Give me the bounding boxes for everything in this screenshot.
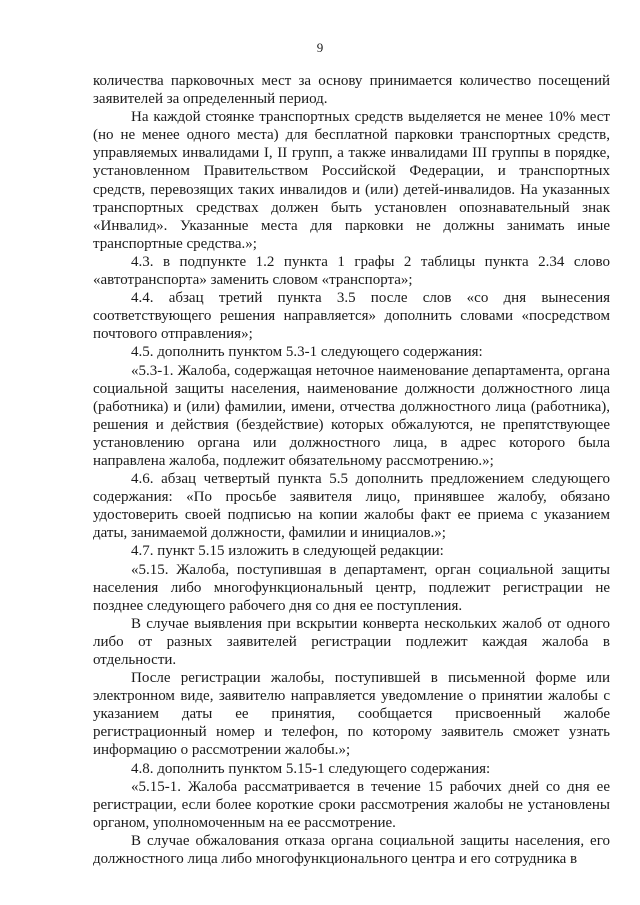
paragraph-5-15: «5.15. Жалоба, поступившая в департамент, орган социальной защиты населения либо многофункциональный центр, подлежит регистрации не позднее следующего рабочего дня со дня ее поступления. [93,561,610,614]
document-body [93,72,610,868]
paragraph-4-8: 4.8. дополнить пунктом 5.15-1 следующего содержания: [131,760,491,777]
paragraph-refusal-appeal: В случае обжалования отказа органа социальной защиты населения, его должностного лица либо многофункционального центра и его сотрудника в [93,832,610,868]
paragraph-4-7: 4.7. пункт 5.15 изложить в следующей редакции: [131,543,444,560]
page-number: 9 [316,40,324,55]
paragraph-disabled-parking: На каждой стоянке транспортных средств выделяется не менее 10% мест (но не менее одного места) для бесплатной парковки транспортных средств, управляемых инвалидами I, II групп, а также инвалидами III группы в порядке, установленном Правительством Российской Федерации, и транспортных средств, перевозящих таких инвалидов и (или) детей-инвалидов. На указанных транспортных средствах должен быть установлен опознавательный знак «Инвалид». Указанные места для парковки не должны занимать иные транспортные средства.»; [93,109,610,252]
paragraph-4-4: 4.4. абзац третий пункта 3.5 после слов «со дня вынесения соответствующего решения направляется» дополнить словами «посредством почтового отправления»; [93,290,610,343]
paragraph-4-5: 4.5. дополнить пунктом 5.3-1 следующего содержания: [131,344,483,361]
paragraph-4-3: 4.3. в подпункте 1.2 пункта 1 графы 2 таблицы пункта 2.34 слово «автотранспорта» заменить словом «транспорта»; [93,253,610,289]
paragraph-5-15-1: «5.15-1. Жалоба рассматривается в течение 15 рабочих дней со дня ее регистрации, если более короткие сроки рассмотрения жалобы не установлены органом, уполномоченным на ее рассмотрение. [93,778,610,831]
paragraph-4-6: 4.6. абзац четвертый пункта 5.5 дополнить предложением следующего содержания: «По просьбе заявителя лицо, принявшее жалобу, обязано удостоверить своей подписью на копии жалобы факт ее приема с указанием даты, занимаемой должности, фамилии и инициалов.»; [93,471,610,542]
paragraph-5-3-1: «5.3-1. Жалоба, содержащая неточное наименование департамента, органа социальной защиты населения, наименование должности должностного лица (работника) и (или) фамилии, имени, отчества должностного лица (работника), решения и действия (бездействие) которых обжалуются, не препятствующее установлению органа или должностного лица, в адрес которого была направлена жалоба, подлежит обязательному рассмотрению.»; [93,362,610,469]
paragraph-multiple-complaints: В случае выявления при вскрытии конверта нескольких жалоб от одного либо от разных заявителей регистрации подлежит каждая жалоба в отдельности. [93,615,610,668]
paragraph-parking-continuation: количества парковочных мест за основу принимается количество посещений заявителей за определенный период. [93,73,610,108]
paragraph-registration-notice: После регистрации жалобы, поступившей в письменной форме или электронном виде, заявителю направляется уведомление о принятии жалобы с указанием даты ее принятия, сообщается присвоенный жалобе регистрационный номер и телефон, по которому заявитель сможет узнать информацию о рассмотрении жалобы.»; [93,670,610,759]
